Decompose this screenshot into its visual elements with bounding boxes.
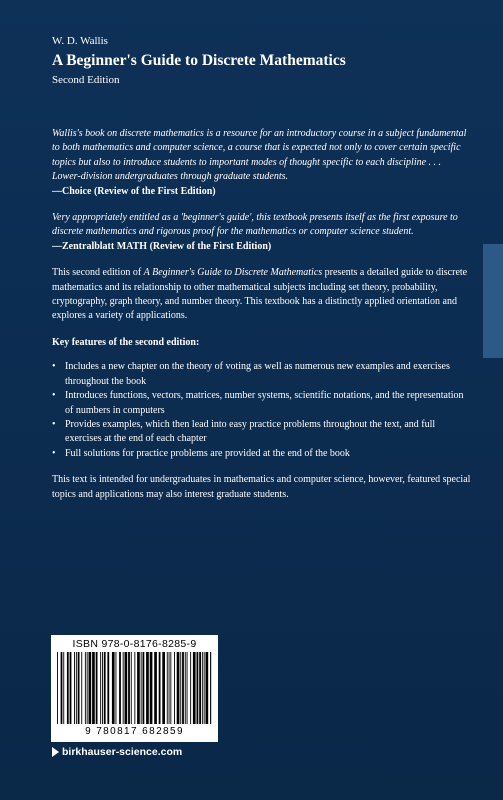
edition-label: Second Edition xyxy=(52,74,120,86)
barcode-bar xyxy=(96,652,98,724)
barcode-bar xyxy=(143,652,145,724)
description-book-title: A Beginner's Guide to Discrete Mathematics xyxy=(143,267,323,279)
barcode-bar xyxy=(177,652,180,724)
barcode-bar xyxy=(206,652,209,724)
barcode-digits: 9 780817 682859 xyxy=(85,726,184,737)
audience-paragraph: This text is intended for undergraduates in mathematics and computer science, however, featured special topics and applications may also interest graduate students. xyxy=(52,474,471,500)
review-quote-zentralblatt: Very appropriately entitled as a 'beginner's guide', this textbook presents itself as the first exposure to discrete mathematics and rigorous proof for the mathematics or computer science student. xyxy=(52,212,458,238)
barcode-bar xyxy=(146,652,149,724)
barcode-bar xyxy=(150,652,153,724)
barcode-bar xyxy=(210,652,211,724)
barcode-bar xyxy=(89,652,92,724)
barcode-bar xyxy=(174,652,175,724)
isbn-label: ISBN 978-0-8176-8285-9 xyxy=(72,638,197,650)
barcode-bar xyxy=(61,652,63,724)
barcode-bar xyxy=(197,652,199,724)
feature-item: • Provides examples, which then lead into easy practice problems throughout the text, and full exercises at the end of each chapter xyxy=(52,418,472,447)
description-after: presents a detailed guide to discrete mathematics and its relationship to other mathematical subjects including set theory, probability, cryptography, graph theory, and number theory. This textbook has a distinctly applied orientation and explores a variety of applications. xyxy=(52,267,468,322)
description-paragraph xyxy=(52,266,472,324)
barcode-bar xyxy=(193,652,196,724)
feature-item: • Full solutions for practice problems are provided at the end of the book xyxy=(52,447,472,461)
barcode-bar xyxy=(85,652,86,724)
feature-item: • Introduces functions, vectors, matrices, number systems, scientific notations, and the representation of numbers in computers xyxy=(52,389,472,418)
barcode-bar xyxy=(76,652,77,724)
barcode-bar xyxy=(199,652,201,724)
barcode-bar xyxy=(74,652,75,724)
birkhauser-arrow-icon xyxy=(52,747,59,757)
author-name: W. D. Wallis xyxy=(52,35,108,47)
barcode-bar xyxy=(185,652,186,724)
barcode-bar xyxy=(102,652,103,724)
barcode-bar xyxy=(190,652,191,724)
barcode-bar xyxy=(57,652,58,724)
barcode-bar xyxy=(123,652,124,724)
barcode-bar xyxy=(119,652,121,724)
book-title: A Beginner's Guide to Discrete Mathematics xyxy=(52,52,346,69)
barcode-bar xyxy=(70,652,72,724)
barcode-bar xyxy=(170,652,171,724)
barcode-box xyxy=(51,635,218,742)
side-tab xyxy=(483,244,503,358)
barcode-bar xyxy=(87,652,88,724)
publisher-link[interactable] xyxy=(52,746,182,758)
barcode-bar xyxy=(116,652,117,724)
barcode-bar xyxy=(112,652,115,724)
barcode-bar xyxy=(169,652,170,724)
barcode-bar xyxy=(159,652,161,724)
barcode-bar xyxy=(180,652,181,724)
barcode-bar xyxy=(182,652,184,724)
barcode-bar xyxy=(202,652,203,724)
barcode-bar xyxy=(104,652,106,724)
barcode-bar xyxy=(81,652,82,724)
barcode-bar xyxy=(187,652,188,724)
barcode-bar xyxy=(78,652,80,724)
publisher-url: birkhauser-science.com xyxy=(62,746,183,758)
barcode-bar xyxy=(162,652,165,724)
barcode-bar xyxy=(107,652,109,724)
blurb-content xyxy=(52,127,472,514)
barcode-bar xyxy=(67,652,69,724)
key-features-heading: Key features of the second edition: xyxy=(52,336,200,348)
barcode-bar xyxy=(125,652,128,724)
barcode-bar xyxy=(204,652,205,724)
barcode-bar xyxy=(131,652,132,724)
barcode-bar xyxy=(167,652,168,724)
barcode-bar xyxy=(137,652,140,724)
barcode-bar xyxy=(92,652,95,724)
barcode-bar xyxy=(100,652,101,724)
barcode-bar xyxy=(63,652,64,724)
review-attribution-zentralblatt: —Zentralblatt MATH (Review of the First Edition) xyxy=(52,240,272,252)
description-before: This second edition of xyxy=(52,267,144,279)
barcode-bar xyxy=(154,652,157,724)
barcode-bar xyxy=(128,652,130,724)
barcode-bar xyxy=(141,652,142,724)
key-features-list xyxy=(52,360,472,461)
barcode-image xyxy=(57,652,212,724)
review-attribution-choice: —Choice (Review of the First Edition) xyxy=(52,185,216,197)
barcode-bar xyxy=(134,652,135,724)
review-quote-choice: Wallis's book on discrete mathematics is a resource for an introductory course in a subject fundamental to both mathematics and computer science, a course that is expected not only to cover certain specific topics but also to introduce students to important modes of thought specific to each discipline . . . Lower-division undergraduates through graduate students. xyxy=(52,128,467,183)
feature-item: • Includes a new chapter on the theory of voting as well as numerous new examples and exercises throughout the book xyxy=(52,360,472,389)
